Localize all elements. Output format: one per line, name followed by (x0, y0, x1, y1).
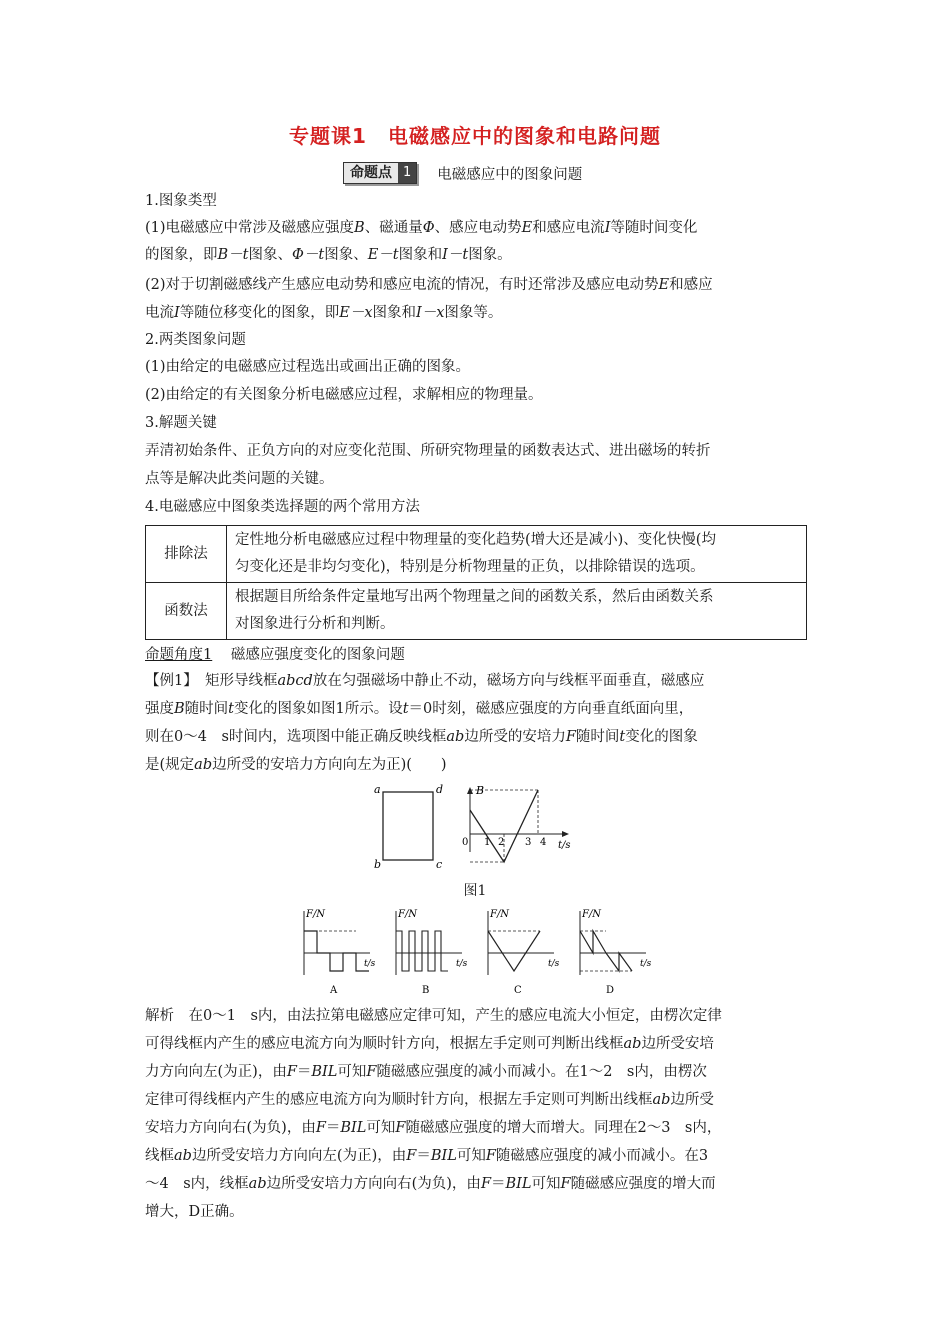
tick-0: 0 (462, 837, 469, 848)
option-label-c: C (514, 985, 522, 996)
topic-badge-number: 1 (398, 163, 416, 183)
topic-badge (343, 162, 417, 184)
paragraph: 点等是解决此类问题的关键。 (145, 471, 334, 487)
f-axis-label: F/N (490, 909, 510, 920)
label-b: b (374, 858, 382, 871)
f-axis-label: F/N (398, 909, 418, 920)
option-b-graph (396, 909, 468, 996)
paragraph: 弄清初始条件、正负方向的对应变化范围、所研究物理量的函数表达式、进出磁场的转折 (145, 443, 711, 459)
t-axis-label: t/s (364, 959, 376, 969)
label-c: c (436, 858, 443, 871)
solution-line: ～4 s内，线框ab边所受安培力方向向右(为负)，由F＝BIL可知F随磁感应强度的增大而 (145, 1176, 716, 1192)
solution-line: 可得线框内产生的感应电流方向为顺时针方向，根据左手定则可判断出线框ab边所受安培 (145, 1036, 714, 1052)
t-axis-label: t/s (456, 959, 468, 969)
t-axis-label: t/s (640, 959, 652, 969)
solution-line: 增大，D正确。 (145, 1204, 244, 1220)
solution-line: 安培力方向向右(为负)，由F＝BIL可知F随磁感应强度的增大而增大。同理在2～3 s内， (145, 1120, 722, 1136)
solution-line: 解析 在0～1 s内，由法拉第电磁感应定律可知，产生的感应电流大小恒定，由楞次定律 (145, 1008, 722, 1024)
option-label-d: D (606, 985, 615, 996)
figure-caption: 图1 (463, 883, 487, 899)
option-label-a: A (330, 985, 338, 996)
section-heading: 3.解题关键 (145, 415, 217, 431)
tick-1: 1 (484, 837, 491, 848)
method-desc: 根据题目所给条件定量地写出两个物理量之间的函数关系，然后由函数关系 对图象进行分析和判断。 (227, 583, 807, 640)
method-name: 函数法 (146, 583, 227, 640)
topic-header (343, 162, 582, 184)
angle-header (145, 643, 405, 664)
wire-frame (383, 792, 433, 860)
t-axis-label: t/s (558, 840, 571, 851)
paragraph: (1)由给定的电磁感应过程选出或画出正确的图象。 (145, 359, 471, 375)
paragraph: (1)电磁感应中常涉及磁感应强度B、磁通量Φ、感应电动势E和感应电流I等随时间变化 (145, 220, 698, 236)
page-title: 专题课1 电磁感应中的图象和电路问题 (289, 124, 661, 148)
method-name: 排除法 (146, 526, 227, 583)
paragraph: 电流I等随位移变化的图象，即E－x图象和I－x图象等。 (145, 305, 503, 321)
tick-2: 2 (498, 837, 505, 848)
f-axis-label: F/N (306, 909, 326, 920)
example-line: 是(规定ab边所受的安培力方向向左为正)( ) (145, 757, 447, 773)
angle-title: 磁感应强度变化的图象问题 (230, 647, 405, 663)
solution-line: 力方向向左(为正)，由F＝BIL可知F随磁感应强度的减小而减小。在1～2 s内，由楞次 (145, 1064, 707, 1080)
method-desc: 定性地分析电磁感应过程中物理量的变化趋势(增大还是减小)、变化快慢(均 匀变化还是非均匀变化)，特别是分析物理量的正负，以排除错误的选项。 (227, 526, 807, 583)
f-axis-label: F/N (582, 909, 602, 920)
tick-4: 4 (540, 837, 547, 848)
tick-3: 3 (525, 837, 532, 848)
topic-badge-label: 命题点 (344, 163, 398, 183)
solution-line: 线框ab边所受安培力方向向左(为正)，由F＝BIL可知F随磁感应强度的减小而减小。在3 (145, 1148, 709, 1164)
option-graphs (292, 905, 662, 1000)
topic-title: 电磁感应中的图象问题 (437, 166, 583, 183)
label-a: a (374, 783, 381, 796)
table-row (146, 526, 807, 583)
label-d: d (436, 783, 444, 796)
option-label-b: B (422, 985, 430, 996)
option-c-graph (488, 909, 560, 996)
angle-label: 命题角度1 (145, 647, 213, 663)
option-d-graph (580, 909, 652, 996)
example-line: 强度B随时间t变化的图象如图1所示。设t＝0时刻，磁感应强度的方向垂直纸面向里， (145, 701, 694, 717)
b-axis-label: B (476, 784, 485, 797)
paragraph: (2)对于切割磁感线产生感应电动势和感应电流的情况，有时还常涉及感应电动势E和感应 (145, 277, 713, 293)
methods-table (145, 525, 807, 640)
example-line: 则在0～4 s时间内，选项图中能正确反映线框ab边所受的安培力F随时间t变化的图象 (145, 729, 698, 745)
option-a-graph (304, 909, 376, 996)
section-heading: 2.两类图象问题 (145, 332, 246, 348)
section-heading: 4.电磁感应中图象类选择题的两个常用方法 (145, 499, 420, 515)
solution-line: 定律可得线框内产生的感应电流方向为顺时针方向，根据左手定则可判断出线框ab边所受 (145, 1092, 714, 1108)
section-heading: 1.图象类型 (145, 193, 217, 209)
t-axis-label: t/s (548, 959, 560, 969)
table-row (146, 583, 807, 640)
paragraph: (2)由给定的有关图象分析电磁感应过程，求解相应的物理量。 (145, 387, 543, 403)
paragraph: 的图象，即B－t图象、Φ－t图象、E－t图象和I－t图象。 (145, 247, 512, 263)
example-line: 【例1】 矩形导线框abcd放在匀强磁场中静止不动，磁场方向与线框平面垂直，磁感应 (145, 673, 705, 689)
